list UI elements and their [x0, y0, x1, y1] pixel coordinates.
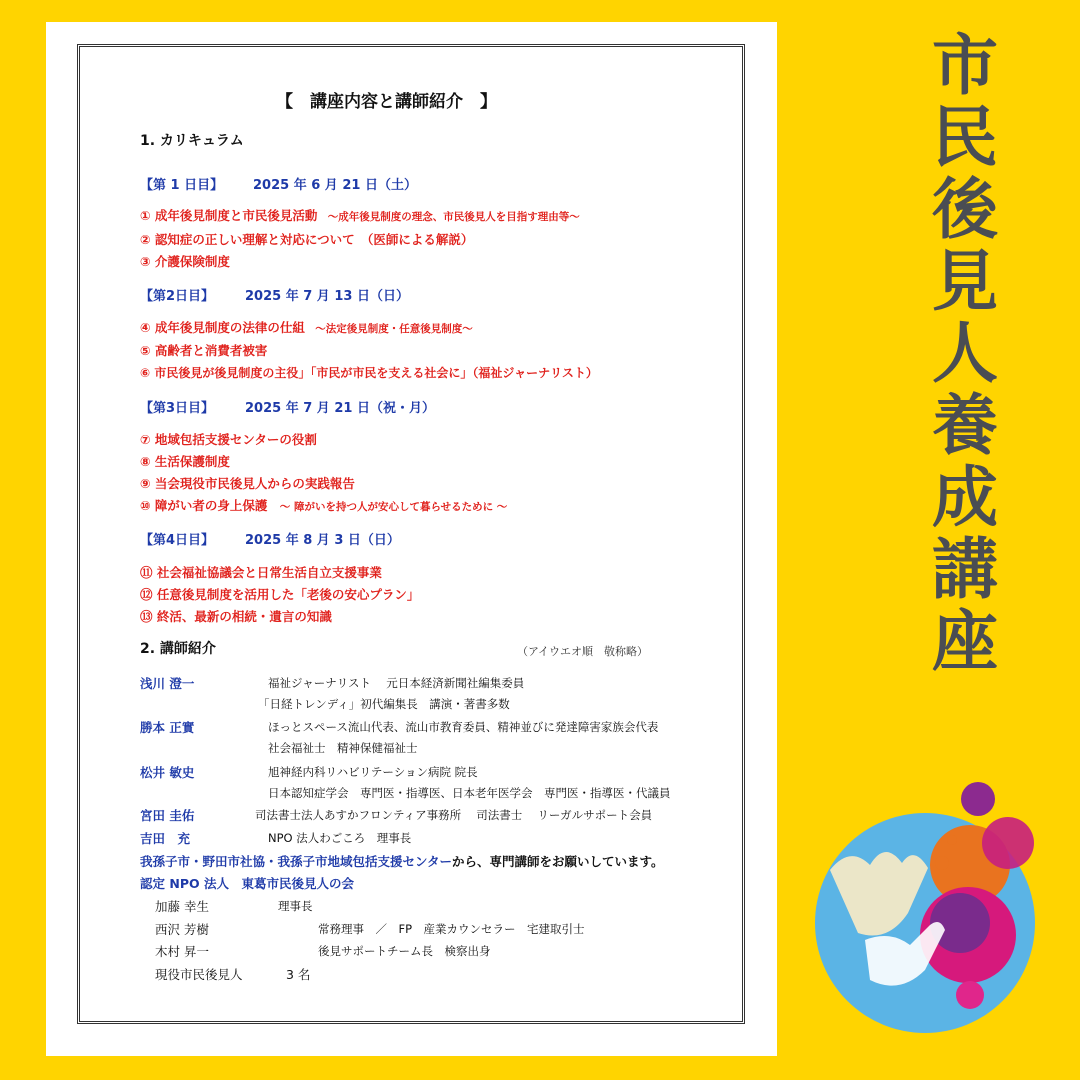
day4-label: 【第4日目】	[140, 533, 215, 548]
side-title-char: 座	[932, 603, 998, 680]
instructor-name: 吉田 充	[140, 831, 191, 846]
instructor-detail: 日本認知症学会 専門医・指導医、日本老年医学会 専門医・指導医・代議員	[268, 786, 671, 800]
day1-label: 【第 1 日目】	[140, 178, 224, 193]
day2-item1	[140, 322, 473, 335]
instructor-detail: 「日経トレンディ」初代編集長 講演・著書多数	[258, 697, 510, 711]
day2-item3: ⑥ 市民後見が後見制度の主役」「市民が市民を支える社会に」（福祉ジャーナリスト）	[140, 366, 598, 380]
side-title-char: 養	[932, 387, 998, 464]
instructor-detail: 旭神経内科リハビリテーション病院 院長	[268, 765, 478, 779]
instructor-name: 勝本 正實	[140, 720, 195, 735]
day1-date: 2025 年 6 月 21 日（土）	[253, 178, 417, 193]
instructor-name: 松井 敏史	[140, 765, 195, 780]
day3-item3: ⑨ 当会現役市民後見人からの実践報告	[140, 476, 355, 491]
day3-date: 2025 年 7 月 21 日（祝・月）	[245, 401, 435, 416]
day4-item2: ⑫ 任意後見制度を活用した「老後の安心プラン」	[140, 587, 420, 602]
instructor-name: 浅川 澄一	[140, 676, 195, 691]
day3-label: 【第3日目】	[140, 401, 215, 416]
section-instructors-heading: 2. 講師紹介	[140, 641, 216, 657]
page-title: 【 講座内容と講師紹介 】	[276, 92, 497, 112]
day1-item2: ② 認知症の正しい理解と対応について （医師による解説）	[140, 232, 474, 247]
day1-item1	[140, 210, 580, 223]
day2-date: 2025 年 7 月 13 日（日）	[245, 289, 409, 304]
day2-label: 【第2日目】	[140, 289, 215, 304]
item-note: ～成年後見制度の理念、市民後見人を目指す理由等～	[327, 211, 580, 223]
item-title: ④ 成年後見制度の法律の仕組	[140, 320, 305, 335]
side-title-char: 後	[932, 171, 998, 248]
cooperation-note	[140, 856, 664, 869]
side-title-char: 民	[932, 99, 998, 176]
active-guardians-label: 現役市民後見人	[155, 967, 243, 982]
side-title-char: 市	[932, 27, 998, 104]
member-role: 理事長	[278, 899, 313, 913]
hands-circles-logo-icon	[810, 775, 1070, 1065]
item-title: ① 成年後見制度と市民後見活動	[140, 208, 318, 223]
instructor-name: 宮田 圭佑	[140, 808, 195, 823]
item-note: ～ 障がいを持つ人が安心して暮らせるために ～	[279, 501, 508, 513]
side-title-char: 成	[932, 459, 998, 536]
member-name: 加藤 幸生	[155, 899, 209, 914]
cooperation-orgs: 我孫子市・野田市社協・我孫子市地域包括支援センター	[140, 854, 453, 869]
instructor-detail: 司法書士法人あすかフロンティア事務所 司法書士 リーガルサポート会員	[255, 808, 653, 822]
day3-item2: ⑧ 生活保護制度	[140, 454, 230, 469]
day4-item1: ⑪ 社会福祉協議会と日常生活自立支援事業	[140, 565, 382, 580]
section-curriculum-heading: 1. カリキュラム	[140, 133, 244, 149]
side-title-char: 講	[932, 531, 998, 608]
active-guardians-count: 3 名	[286, 967, 311, 982]
day4-date: 2025 年 8 月 3 日（日）	[245, 533, 400, 548]
day3-item1: ⑦ 地域包括支援センターの役割	[140, 432, 317, 447]
organization-name: 認定 NPO 法人 東葛市民後見人の会	[140, 876, 354, 891]
item-title: ⑩ 障がい者の身上保護	[140, 498, 268, 513]
cooperation-suffix: から、専門講師をお願いしています。	[452, 854, 664, 869]
member-role: 後見サポートチーム長 検察出身	[318, 944, 491, 958]
side-title	[905, 27, 1025, 680]
instructor-detail: ほっとスペース流山代表、流山市教育委員、精神並びに発達障害家族会代表	[268, 720, 659, 734]
day1-item3: ③ 介護保険制度	[140, 254, 230, 269]
sort-note: （アイウエオ順 敬称略）	[517, 645, 649, 658]
member-name: 西沢 芳樹	[155, 922, 209, 937]
instructor-detail: NPO 法人わごころ 理事長	[268, 831, 412, 845]
member-role: 常務理事 ／ FP 産業カウンセラー 宅建取引士	[318, 922, 585, 936]
side-title-char: 人	[932, 315, 998, 392]
member-name: 木村 昇一	[155, 944, 209, 959]
day2-item2: ⑤ 高齢者と消費者被害	[140, 343, 268, 358]
day4-item3: ⑬ 終活、最新の相続・遺言の知識	[140, 609, 332, 624]
instructor-detail: 社会福祉士 精神保健福祉士	[268, 741, 418, 755]
item-note: ～法定後見制度・任意後見制度～	[315, 323, 473, 335]
instructor-detail: 福祉ジャーナリスト 元日本経済新聞社編集委員	[268, 676, 525, 690]
day3-item4	[140, 500, 507, 513]
side-title-char: 見	[932, 243, 998, 320]
